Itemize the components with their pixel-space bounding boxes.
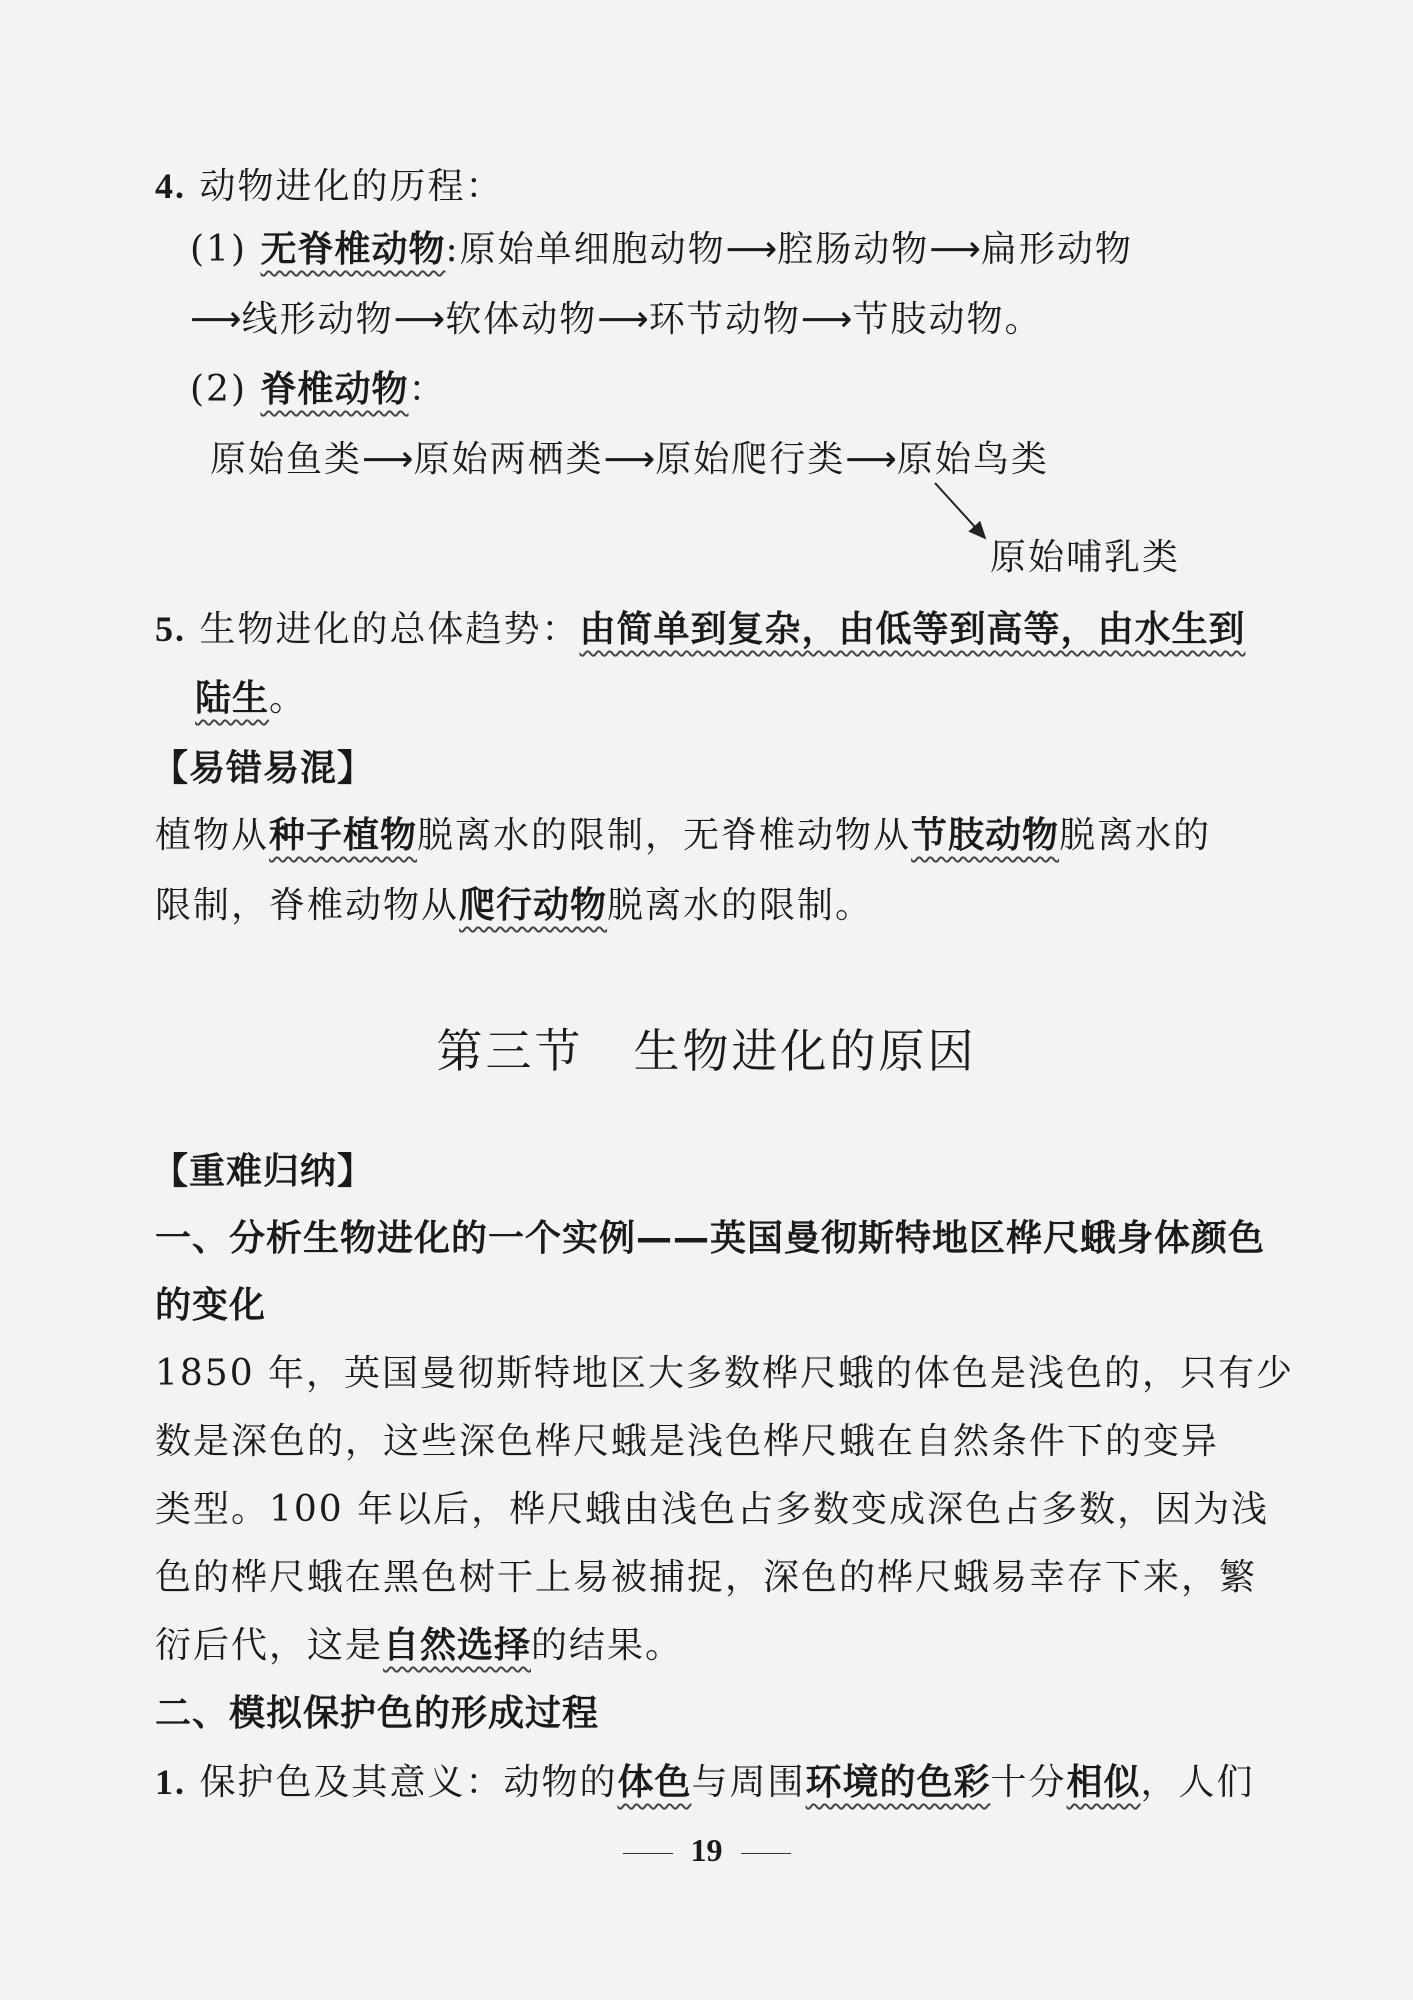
subheading-1-line-1: 一、分析生物进化的一个实例——英国曼彻斯特地区桦尺蛾身体颜色 (155, 1218, 1266, 1259)
stage-name: 原始两栖类 (413, 439, 604, 480)
text: 脱离水的 (1059, 815, 1212, 856)
keyword: 环境的色彩 (805, 1762, 991, 1803)
text: 保护色及其意义：动物的 (199, 1762, 618, 1803)
keyword: 爬行动物 (459, 885, 608, 926)
colon: : (445, 229, 460, 270)
mistake-line-1 (155, 812, 1285, 860)
stage-name: 原始单细胞动物 (459, 229, 726, 270)
item-5-line-2 (195, 675, 1325, 723)
branch-mammal (990, 534, 1290, 582)
page-footer (0, 1832, 1413, 1869)
item-5-line-1 (155, 605, 1285, 654)
paragraph-line (155, 1622, 1285, 1670)
item-number: 1. (155, 1762, 186, 1802)
period: 。 (1004, 299, 1043, 340)
stage-name: 软体动物 (445, 299, 598, 340)
arrow-icon: ⟶ (393, 299, 446, 340)
text: 与周围 (691, 1762, 806, 1803)
paragraph-line: 1850 年，英国曼彻斯特地区大多数桦尺蛾的体色是浅色的，只有少 (155, 1353, 1295, 1394)
arrow-icon: ⟶ (190, 299, 242, 340)
arrow-icon: ⟶ (845, 439, 897, 480)
period: 。 (269, 678, 308, 719)
arrow-icon: ⟶ (603, 439, 656, 480)
summary-heading: 【重难归纳】 (152, 1151, 375, 1192)
mistake-line-2 (155, 882, 1285, 930)
text: 限制，脊椎动物从 (155, 885, 460, 926)
paragraph-line: 类型。100 年以后，桦尺蛾由浅色占多数变成深色占多数，因为浅 (155, 1489, 1270, 1530)
stage-name: 腔肠动物 (777, 229, 930, 270)
item-number: 4. (155, 166, 186, 206)
arrow-icon: ⟶ (929, 229, 981, 270)
stage-name: 环节动物 (648, 299, 801, 340)
stage-name: 原始爬行类 (655, 439, 846, 480)
item-number: 5. (155, 609, 186, 649)
sub-index: (2) (190, 369, 247, 410)
stage-name: 原始哺乳类 (990, 537, 1181, 578)
arrow-icon: ⟶ (800, 299, 853, 340)
item-label: 动物进化的历程： (199, 166, 504, 207)
evolution-trend-end: 陆生 (195, 678, 270, 719)
keyword: 相似 (1066, 1762, 1141, 1803)
stage-name: 节肢动物 (852, 299, 1005, 340)
item-label: 生物进化的总体趋势： (199, 609, 580, 650)
paragraph-line: 色的桦尺蛾在黑色树干上易被捕捉，深色的桦尺蛾易幸存下来，繁 (155, 1557, 1258, 1598)
text: 的结果。 (531, 1625, 684, 1666)
text: 脱离水的限制，无脊椎动物从 (417, 815, 912, 856)
text: ，人们 (1140, 1762, 1255, 1803)
section-title (0, 1015, 1413, 1081)
keyword: 节肢动物 (911, 815, 1060, 856)
text: 十分 (990, 1762, 1067, 1803)
stage-name: 原始鱼类 (210, 439, 363, 480)
text: 衍后代，这是 (155, 1625, 384, 1666)
page-number: 19 (690, 1832, 723, 1868)
keyword: 自然选择 (383, 1625, 532, 1666)
section-name: 生物进化的原因 (633, 1024, 977, 1078)
arrow-icon: ⟶ (597, 299, 649, 340)
stage-name: 扁形动物 (980, 229, 1133, 270)
term-invertebrate: 无脊椎动物 (260, 229, 446, 270)
subheading-2: 二、模拟保护色的形成过程 (155, 1693, 600, 1734)
mistake-heading: 【易错易混】 (152, 748, 375, 789)
keyword: 种子植物 (269, 815, 418, 856)
keyword: 体色 (617, 1762, 692, 1803)
term-vertebrate: 脊椎动物 (260, 369, 409, 410)
stage-name: 原始鸟类 (896, 439, 1049, 480)
arrow-icon: ⟶ (725, 229, 778, 270)
paragraph-line: 数是深色的，这些深色桦尺蛾是浅色桦尺蛾在自然条件下的变异 (155, 1421, 1220, 1462)
item-1-line (155, 1758, 1285, 1807)
section-number: 第三节 (436, 1024, 584, 1078)
stage-name: 线形动物 (241, 299, 394, 340)
sub-index: (1) (190, 229, 247, 270)
evolution-trend: 由简单到复杂，由低等到高等，由水生到 (579, 609, 1246, 650)
subheading-1-line-2: 的变化 (155, 1285, 267, 1326)
text: 脱离水的限制。 (607, 885, 874, 926)
text: 植物从 (155, 815, 270, 856)
arrow-icon: ⟶ (362, 439, 414, 480)
colon: ： (408, 369, 447, 410)
